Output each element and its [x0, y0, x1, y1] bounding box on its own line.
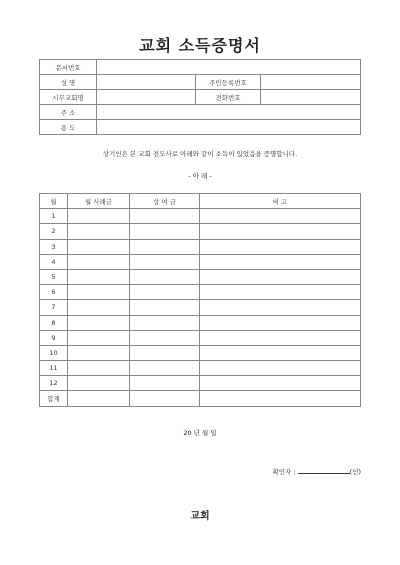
bonus-cell — [130, 300, 200, 315]
month-cell: 4 — [40, 254, 68, 269]
bonus-cell — [130, 315, 200, 330]
col-remarks: 비 고 — [200, 194, 361, 209]
resident-no-label: 주민등록번호 — [196, 75, 261, 90]
table-row — [40, 330, 361, 345]
monthly-pay-cell — [68, 376, 130, 391]
remarks-cell — [200, 224, 361, 239]
table-row — [40, 254, 361, 269]
table-row — [40, 300, 361, 315]
bonus-cell — [130, 209, 200, 224]
remarks-cell — [200, 300, 361, 315]
total-remarks — [200, 391, 361, 406]
date-line: 20 년 월 일 — [183, 429, 217, 437]
total-label: 합계 — [40, 391, 68, 406]
confirm-line — [272, 467, 361, 476]
month-cell: 10 — [40, 345, 68, 360]
monthly-pay-cell — [68, 224, 130, 239]
month-cell: 5 — [40, 269, 68, 284]
church-name-footer: 교회 — [190, 511, 210, 522]
address-value — [97, 105, 361, 120]
month-cell: 6 — [40, 285, 68, 300]
remarks-cell — [200, 254, 361, 269]
monthly-pay-cell — [68, 315, 130, 330]
col-month: 월 — [40, 194, 68, 209]
monthly-pay-cell — [68, 345, 130, 360]
signature-underline — [298, 467, 350, 474]
info-row-church — [40, 90, 361, 105]
doc-no-value — [97, 60, 361, 75]
info-row-doc-no — [40, 60, 361, 75]
address-label: 주 소 — [40, 105, 97, 120]
confirm-label: 확인자 : — [272, 468, 296, 476]
col-bonus: 상 여 금 — [130, 194, 200, 209]
table-header-row — [40, 194, 361, 209]
monthly-pay-cell — [68, 239, 130, 254]
name-label: 성 명 — [40, 75, 97, 90]
table-row — [40, 315, 361, 330]
table-row — [40, 345, 361, 360]
seal-mark: (인) — [349, 468, 361, 476]
month-cell: 2 — [40, 224, 68, 239]
table-row — [40, 269, 361, 284]
info-row-name — [40, 75, 361, 90]
purpose-value — [97, 120, 361, 135]
statement-text: 상기인은 본 교회 전도사로 아래와 같이 소득이 있었음을 증명합니다. — [102, 150, 298, 158]
monthly-income-table — [39, 193, 361, 407]
bonus-cell — [130, 376, 200, 391]
monthly-pay-cell — [68, 254, 130, 269]
bonus-cell — [130, 361, 200, 376]
info-table — [39, 59, 361, 135]
bonus-cell — [130, 224, 200, 239]
phone-label: 전화번호 — [196, 90, 261, 105]
bonus-cell — [130, 269, 200, 284]
total-bonus — [130, 391, 200, 406]
monthly-pay-cell — [68, 285, 130, 300]
bonus-cell — [130, 345, 200, 360]
purpose-label: 용 도 — [40, 120, 97, 135]
remarks-cell — [200, 285, 361, 300]
remarks-cell — [200, 269, 361, 284]
bonus-cell — [130, 330, 200, 345]
monthly-pay-cell — [68, 300, 130, 315]
monthly-pay-cell — [68, 209, 130, 224]
month-cell: 1 — [40, 209, 68, 224]
church-name-value — [97, 90, 196, 105]
remarks-cell — [200, 345, 361, 360]
arae-heading: - 아 래 - — [188, 172, 212, 180]
info-row-purpose — [40, 120, 361, 135]
month-cell: 9 — [40, 330, 68, 345]
remarks-cell — [200, 315, 361, 330]
table-body — [40, 209, 361, 406]
phone-value — [261, 90, 361, 105]
month-cell: 11 — [40, 361, 68, 376]
remarks-cell — [200, 376, 361, 391]
bonus-cell — [130, 285, 200, 300]
remarks-cell — [200, 209, 361, 224]
bonus-cell — [130, 254, 200, 269]
bonus-cell — [130, 239, 200, 254]
remarks-cell — [200, 330, 361, 345]
table-row — [40, 209, 361, 224]
col-monthly-pay: 월 사례금 — [68, 194, 130, 209]
table-row — [40, 376, 361, 391]
monthly-pay-cell — [68, 269, 130, 284]
document-title: 교회 소득증명서 — [139, 36, 261, 55]
table-row — [40, 285, 361, 300]
month-cell: 7 — [40, 300, 68, 315]
total-row — [40, 391, 361, 406]
remarks-cell — [200, 239, 361, 254]
church-name-label: 시무교회명 — [40, 90, 97, 105]
month-cell: 12 — [40, 376, 68, 391]
monthly-pay-cell — [68, 361, 130, 376]
month-cell: 3 — [40, 239, 68, 254]
month-cell: 8 — [40, 315, 68, 330]
table-row — [40, 361, 361, 376]
remarks-cell — [200, 361, 361, 376]
name-value — [97, 75, 196, 90]
total-monthly-pay — [68, 391, 130, 406]
monthly-pay-cell — [68, 330, 130, 345]
table-row — [40, 224, 361, 239]
resident-no-value — [261, 75, 361, 90]
table-row — [40, 239, 361, 254]
info-row-address — [40, 105, 361, 120]
doc-no-label: 문서번호 — [40, 60, 97, 75]
